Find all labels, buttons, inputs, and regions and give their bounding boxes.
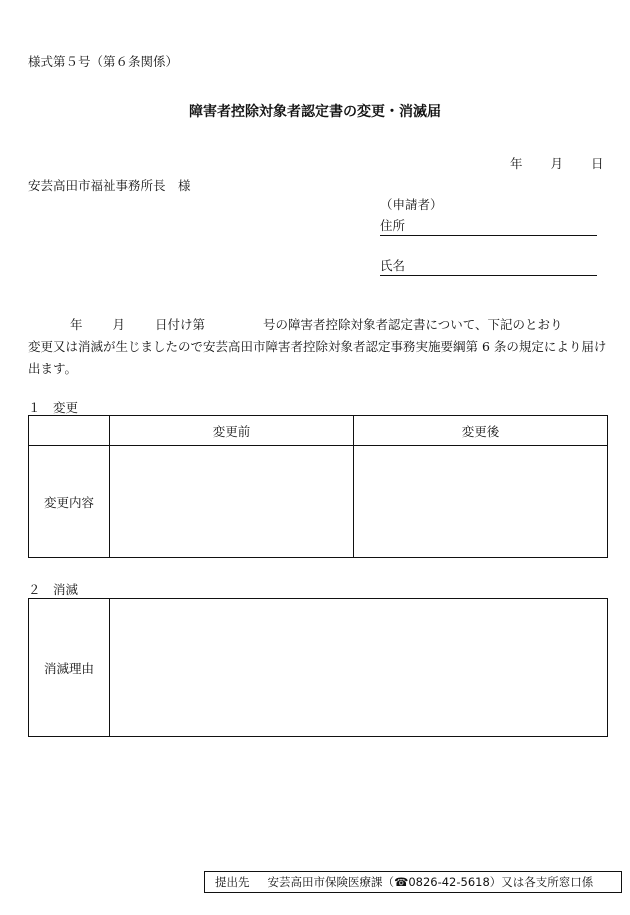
body-day-ref: 日付け第 [155, 317, 206, 332]
form-number: 様式第５号（第６条関係） [28, 54, 179, 69]
change-content-label: 変更内容 [29, 446, 110, 558]
notice-body [28, 314, 608, 380]
date-month: 月 [550, 156, 564, 171]
after-header: 変更後 [354, 416, 608, 446]
change-table-corner [29, 416, 110, 446]
footer-label: 提出先 [215, 875, 250, 889]
body-rest-line2: 変更又は消滅が生じましたので安芸高田市障害者控除対象者認定事務実施要綱第 6 条の規定により届け出ます。 [28, 339, 607, 376]
change-table [28, 415, 608, 558]
date-day: 日 [591, 156, 604, 171]
before-header: 変更前 [110, 416, 354, 446]
body-year: 年 [70, 317, 83, 332]
extinction-reason-label: 消滅理由 [29, 599, 110, 737]
after-input-cell[interactable] [354, 446, 608, 558]
date-year: 年 [510, 156, 523, 171]
extinction-reason-input-cell[interactable] [110, 599, 608, 737]
address-label: 住所 [380, 218, 406, 233]
date-row [510, 154, 604, 172]
section1-heading: １ 変更 [28, 400, 79, 415]
name-field[interactable] [380, 256, 597, 276]
applicant-heading: （申請者） [380, 197, 443, 212]
name-label: 氏名 [380, 258, 406, 273]
body-rest-line1: 号の障害者控除対象者認定書について、下記のとおり [263, 317, 563, 332]
document-title: 障害者控除対象者認定書の変更・消滅届 [189, 104, 441, 120]
section2-heading: ２ 消滅 [28, 582, 79, 597]
extinction-table [28, 598, 608, 737]
before-input-cell[interactable] [110, 446, 354, 558]
address-field[interactable] [380, 216, 597, 236]
addressee: 安芸高田市福祉事務所長 様 [28, 178, 191, 193]
body-month: 月 [112, 317, 126, 332]
footer-department: 安芸高田市保険医療課（☎0826-42-5618）又は各支所窓口係 [267, 875, 594, 889]
submission-footer [204, 871, 622, 893]
